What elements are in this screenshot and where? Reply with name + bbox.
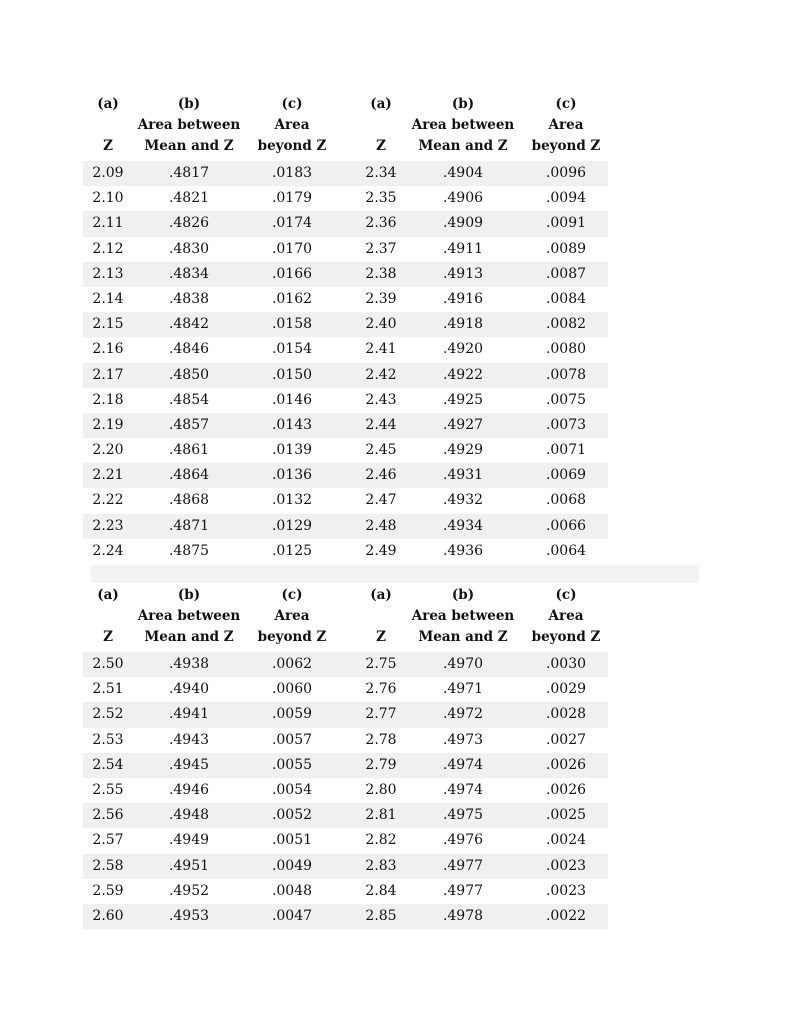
- table-body: [83, 161, 608, 564]
- table-row: [83, 753, 608, 778]
- table-cell: .4941: [168, 706, 210, 723]
- header-col-b-right: (b) Area between Mean and Z: [411, 96, 515, 154]
- table-cell: .0059: [271, 706, 313, 723]
- table-cell: .0174: [271, 215, 313, 232]
- table-cell: 2.85: [365, 907, 397, 924]
- table-cell: .0136: [271, 467, 313, 484]
- table-cell: 2.12: [92, 240, 124, 257]
- table-cell: .0029: [545, 681, 587, 698]
- table-cell: .4871: [168, 517, 210, 534]
- table-cell: .0023: [545, 857, 587, 874]
- table-cell: 2.59: [92, 882, 124, 899]
- table-cell: .4875: [168, 542, 210, 559]
- table-cell: .4974: [442, 781, 484, 798]
- table-cell: .4978: [442, 907, 484, 924]
- header-col-a: (a) Z: [97, 587, 119, 645]
- table-cell: .4936: [442, 542, 484, 559]
- table-cell: 2.55: [92, 781, 124, 798]
- table-cell: 2.51: [92, 681, 124, 698]
- table-cell: .4920: [442, 341, 484, 358]
- table-cell: .0047: [271, 907, 313, 924]
- table-cell: 2.14: [92, 290, 124, 307]
- table-cell: 2.48: [365, 517, 397, 534]
- table-cell: .0024: [545, 832, 587, 849]
- table-cell: 2.57: [92, 832, 124, 849]
- table-cell: 2.21: [92, 467, 124, 484]
- table-cell: .4918: [442, 316, 484, 333]
- table-cell: .0071: [545, 442, 587, 459]
- table-cell: .4854: [168, 391, 210, 408]
- table-cell: 2.49: [365, 542, 397, 559]
- z-table-1: [83, 94, 608, 564]
- header-col-b: (b) Area between Mean and Z: [137, 96, 241, 154]
- table-cell: .4953: [168, 907, 210, 924]
- table-cell: .0089: [545, 240, 587, 257]
- table-cell: .0030: [545, 656, 587, 672]
- table-cell: 2.83: [365, 857, 397, 874]
- header-col-a: (a) Z: [97, 96, 119, 154]
- table-cell: .0166: [271, 265, 313, 282]
- table-header: [83, 585, 608, 652]
- table-cell: 2.43: [365, 391, 397, 408]
- table-cell: 2.75: [365, 656, 397, 672]
- table-cell: .0183: [271, 165, 313, 181]
- table-row: [83, 803, 608, 828]
- table-cell: .0158: [271, 316, 313, 333]
- table-cell: 2.53: [92, 731, 124, 748]
- table-cell: .4925: [442, 391, 484, 408]
- header-col-b-right: (b) Area between Mean and Z: [411, 587, 515, 645]
- table-cell: 2.46: [365, 467, 397, 484]
- table-cell: 2.79: [365, 756, 397, 773]
- table-cell: .0051: [271, 832, 313, 849]
- table-cell: .4834: [168, 265, 210, 282]
- table-cell: 2.23: [92, 517, 124, 534]
- table-row: [83, 879, 608, 904]
- table-cell: .0064: [545, 542, 587, 559]
- table-row: [83, 514, 608, 539]
- table-cell: .0027: [545, 731, 587, 748]
- table-cell: .0082: [545, 316, 587, 333]
- table-cell: .4932: [442, 492, 484, 509]
- table-row: [83, 702, 608, 727]
- table-cell: 2.58: [92, 857, 124, 874]
- table-row: [83, 539, 608, 564]
- header-col-b: (b) Area between Mean and Z: [137, 587, 241, 645]
- table-cell: .0055: [271, 756, 313, 773]
- table-cell: .0028: [545, 706, 587, 723]
- table-cell: .0087: [545, 265, 587, 282]
- table-row: [83, 778, 608, 803]
- table-cell: 2.52: [92, 706, 124, 723]
- table-row: [83, 677, 608, 702]
- table-cell: 2.36: [365, 215, 397, 232]
- table-cell: .0023: [545, 882, 587, 899]
- table-cell: 2.19: [92, 416, 124, 433]
- table-cell: .4976: [442, 832, 484, 849]
- table-cell: .0068: [545, 492, 587, 509]
- table-cell: .0073: [545, 416, 587, 433]
- table-cell: 2.37: [365, 240, 397, 257]
- table-cell: .0129: [271, 517, 313, 534]
- table-cell: 2.09: [92, 165, 124, 181]
- table-cell: .0139: [271, 442, 313, 459]
- table-cell: 2.82: [365, 832, 397, 849]
- table-cell: 2.15: [92, 316, 124, 333]
- table-cell: .4946: [168, 781, 210, 798]
- table-cell: 2.54: [92, 756, 124, 773]
- table-cell: .0150: [271, 366, 313, 383]
- table-cell: .4850: [168, 366, 210, 383]
- table-cell: .4951: [168, 857, 210, 874]
- table-cell: 2.18: [92, 391, 124, 408]
- header-col-a-right: (a) Z: [370, 587, 392, 645]
- table-cell: 2.42: [365, 366, 397, 383]
- table-cell: .4927: [442, 416, 484, 433]
- table-cell: .4948: [168, 807, 210, 824]
- table-row: [83, 652, 608, 677]
- table-cell: .0080: [545, 341, 587, 358]
- table-row: [83, 904, 608, 929]
- table-row: [83, 363, 608, 388]
- table-cell: .0060: [271, 681, 313, 698]
- table-cell: 2.76: [365, 681, 397, 698]
- table-cell: .4911: [442, 240, 484, 257]
- table-row: [83, 438, 608, 463]
- table-row: [83, 287, 608, 312]
- table-cell: .0162: [271, 290, 313, 307]
- z-table-2: [83, 585, 608, 929]
- header-col-c-right: (c) Area beyond Z: [531, 587, 601, 645]
- table-cell: .0069: [545, 467, 587, 484]
- table-cell: 2.78: [365, 731, 397, 748]
- table-body: [83, 652, 608, 929]
- table-cell: 2.81: [365, 807, 397, 824]
- table-cell: .0049: [271, 857, 313, 874]
- table-row: [83, 211, 608, 236]
- table-cell: .4934: [442, 517, 484, 534]
- table-cell: .4857: [168, 416, 210, 433]
- table-row: [83, 337, 608, 362]
- table-cell: .4846: [168, 341, 210, 358]
- table-row: [83, 488, 608, 513]
- table-cell: 2.56: [92, 807, 124, 824]
- table-row: [83, 262, 608, 287]
- table-cell: .4931: [442, 467, 484, 484]
- table-row: [83, 237, 608, 262]
- table-cell: .4817: [168, 165, 210, 181]
- table-row: [83, 312, 608, 337]
- table-cell: 2.34: [365, 165, 397, 181]
- table-cell: .0146: [271, 391, 313, 408]
- table-cell: 2.10: [92, 190, 124, 207]
- table-cell: .4830: [168, 240, 210, 257]
- table-cell: .0078: [545, 366, 587, 383]
- table-cell: .4842: [168, 316, 210, 333]
- table-row: [83, 186, 608, 211]
- table-cell: .4972: [442, 706, 484, 723]
- table-cell: .4861: [168, 442, 210, 459]
- table-cell: 2.60: [92, 907, 124, 924]
- table-cell: .4909: [442, 215, 484, 232]
- table-row: [83, 854, 608, 879]
- table-cell: .4977: [442, 857, 484, 874]
- table-cell: .4949: [168, 832, 210, 849]
- table-cell: 2.11: [92, 215, 124, 232]
- table-cell: .0084: [545, 290, 587, 307]
- table-cell: .4922: [442, 366, 484, 383]
- table-cell: .4913: [442, 265, 484, 282]
- header-col-c-right: (c) Area beyond Z: [531, 96, 601, 154]
- table-row: [83, 828, 608, 853]
- table-cell: .0066: [545, 517, 587, 534]
- table-cell: .4977: [442, 882, 484, 899]
- table-row: [83, 413, 608, 438]
- table-cell: 2.41: [365, 341, 397, 358]
- table-cell: .4970: [442, 656, 484, 672]
- table-cell: .0143: [271, 416, 313, 433]
- table-row: [83, 161, 608, 186]
- table-cell: .0022: [545, 907, 587, 924]
- table-cell: 2.13: [92, 265, 124, 282]
- table-cell: .4938: [168, 656, 210, 672]
- table-cell: 2.17: [92, 366, 124, 383]
- table-cell: 2.50: [92, 656, 124, 672]
- table-cell: 2.44: [365, 416, 397, 433]
- table-cell: 2.40: [365, 316, 397, 333]
- table-header: [83, 94, 608, 161]
- table-cell: .4943: [168, 731, 210, 748]
- table-cell: .0057: [271, 731, 313, 748]
- table-cell: 2.38: [365, 265, 397, 282]
- table-cell: .4940: [168, 681, 210, 698]
- table-cell: .4838: [168, 290, 210, 307]
- table-cell: .0054: [271, 781, 313, 798]
- table-cell: .4826: [168, 215, 210, 232]
- table-cell: .4971: [442, 681, 484, 698]
- table-cell: .0170: [271, 240, 313, 257]
- table-cell: .0048: [271, 882, 313, 899]
- header-col-c: (c) Area beyond Z: [257, 96, 327, 154]
- table-cell: .4975: [442, 807, 484, 824]
- table-cell: .4906: [442, 190, 484, 207]
- table-cell: 2.45: [365, 442, 397, 459]
- header-col-a-right: (a) Z: [370, 96, 392, 154]
- table-cell: 2.84: [365, 882, 397, 899]
- table-cell: .4974: [442, 756, 484, 773]
- table-row: [83, 388, 608, 413]
- table-cell: .4952: [168, 882, 210, 899]
- table-cell: 2.22: [92, 492, 124, 509]
- table-cell: 2.20: [92, 442, 124, 459]
- table-cell: .0132: [271, 492, 313, 509]
- table-cell: .4945: [168, 756, 210, 773]
- table-cell: .4868: [168, 492, 210, 509]
- table-cell: .0096: [545, 165, 587, 181]
- table-row: [83, 728, 608, 753]
- table-cell: .4916: [442, 290, 484, 307]
- table-cell: .4973: [442, 731, 484, 748]
- table-cell: .0026: [545, 756, 587, 773]
- table-cell: .0062: [271, 656, 313, 672]
- section-divider: [91, 565, 699, 583]
- table-cell: .4821: [168, 190, 210, 207]
- header-col-c: (c) Area beyond Z: [257, 587, 327, 645]
- table-cell: .0075: [545, 391, 587, 408]
- table-cell: .0026: [545, 781, 587, 798]
- table-cell: .0094: [545, 190, 587, 207]
- table-row: [83, 463, 608, 488]
- table-cell: .4864: [168, 467, 210, 484]
- table-cell: 2.16: [92, 341, 124, 358]
- table-cell: 2.24: [92, 542, 124, 559]
- table-cell: .0179: [271, 190, 313, 207]
- table-cell: .4929: [442, 442, 484, 459]
- table-cell: 2.80: [365, 781, 397, 798]
- table-cell: 2.77: [365, 706, 397, 723]
- table-cell: .0125: [271, 542, 313, 559]
- table-cell: .0154: [271, 341, 313, 358]
- table-cell: .0052: [271, 807, 313, 824]
- table-cell: 2.35: [365, 190, 397, 207]
- table-cell: .0025: [545, 807, 587, 824]
- table-cell: .4904: [442, 165, 484, 181]
- table-cell: .0091: [545, 215, 587, 232]
- table-cell: 2.47: [365, 492, 397, 509]
- table-cell: 2.39: [365, 290, 397, 307]
